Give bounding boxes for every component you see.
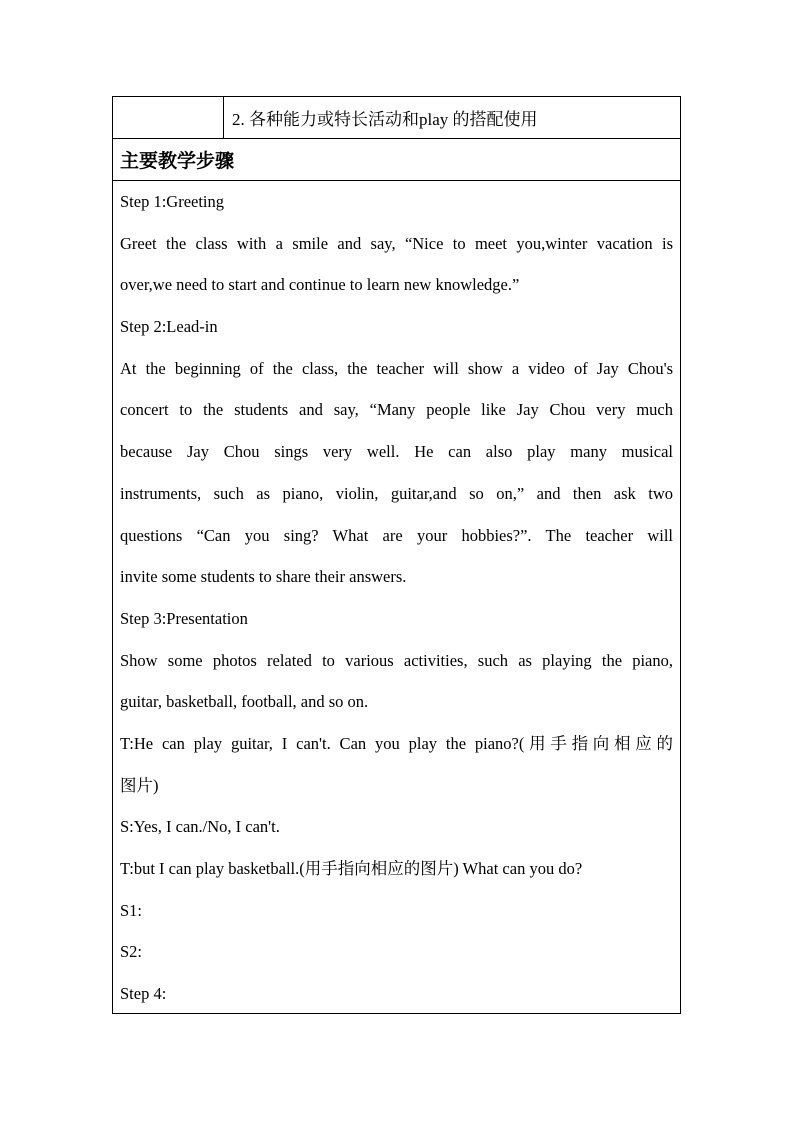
text-line: T:He can play guitar, I can't. Can you play the piano?(用手指向相应的 [120, 733, 673, 753]
text-line: questions “Can you sing? What are your hobbies?”. The teacher will [120, 525, 673, 545]
text-line: because Jay Chou sings very well. He can also play many musical [120, 442, 673, 462]
text-line: Show some photos related to various activities, such as playing the piano, [120, 650, 673, 670]
step-heading: Step 3:Presentation [120, 608, 248, 628]
step-heading: Step 4: [120, 984, 167, 1004]
text-line: 图片) [120, 775, 159, 795]
step-heading: Step 2:Lead-in [120, 317, 218, 337]
text-line: T:but I can play basketball.(用手指向相应的图片) What can you do? [120, 859, 583, 878]
text-line: over,we need to start and continue to learn new knowledge.” [120, 275, 520, 295]
text-line: S1: [120, 900, 143, 920]
text-line: S:Yes, I can./No, I can't. [120, 817, 280, 837]
teaching-steps-body [113, 181, 680, 1013]
text-line: S2: [120, 942, 143, 962]
text-line: guitar, basketball, football, and so on. [120, 692, 369, 712]
text-line: At the beginning of the class, the teacher will show a video of Jay Chou's [120, 358, 673, 378]
key-point-cell: 2. 各种能力或特长活动和play 的搭配使用 [232, 110, 538, 129]
step-heading: Step 1:Greeting [120, 192, 225, 211]
text-line: instruments, such as piano, violin, guitar,and so on,” and then ask two [120, 483, 673, 503]
table-row-key-points [113, 97, 680, 139]
text-line: invite some students to share their answers. [120, 567, 407, 587]
empty-label-cell [113, 97, 224, 138]
lesson-plan-table [112, 96, 681, 1014]
text-line: Greet the class with a smile and say, “Nice to meet you,winter vacation is [120, 233, 673, 253]
section-title: 主要教学步骤 [113, 139, 680, 181]
text-line: concert to the students and say, “Many people like Jay Chou very much [120, 400, 673, 420]
